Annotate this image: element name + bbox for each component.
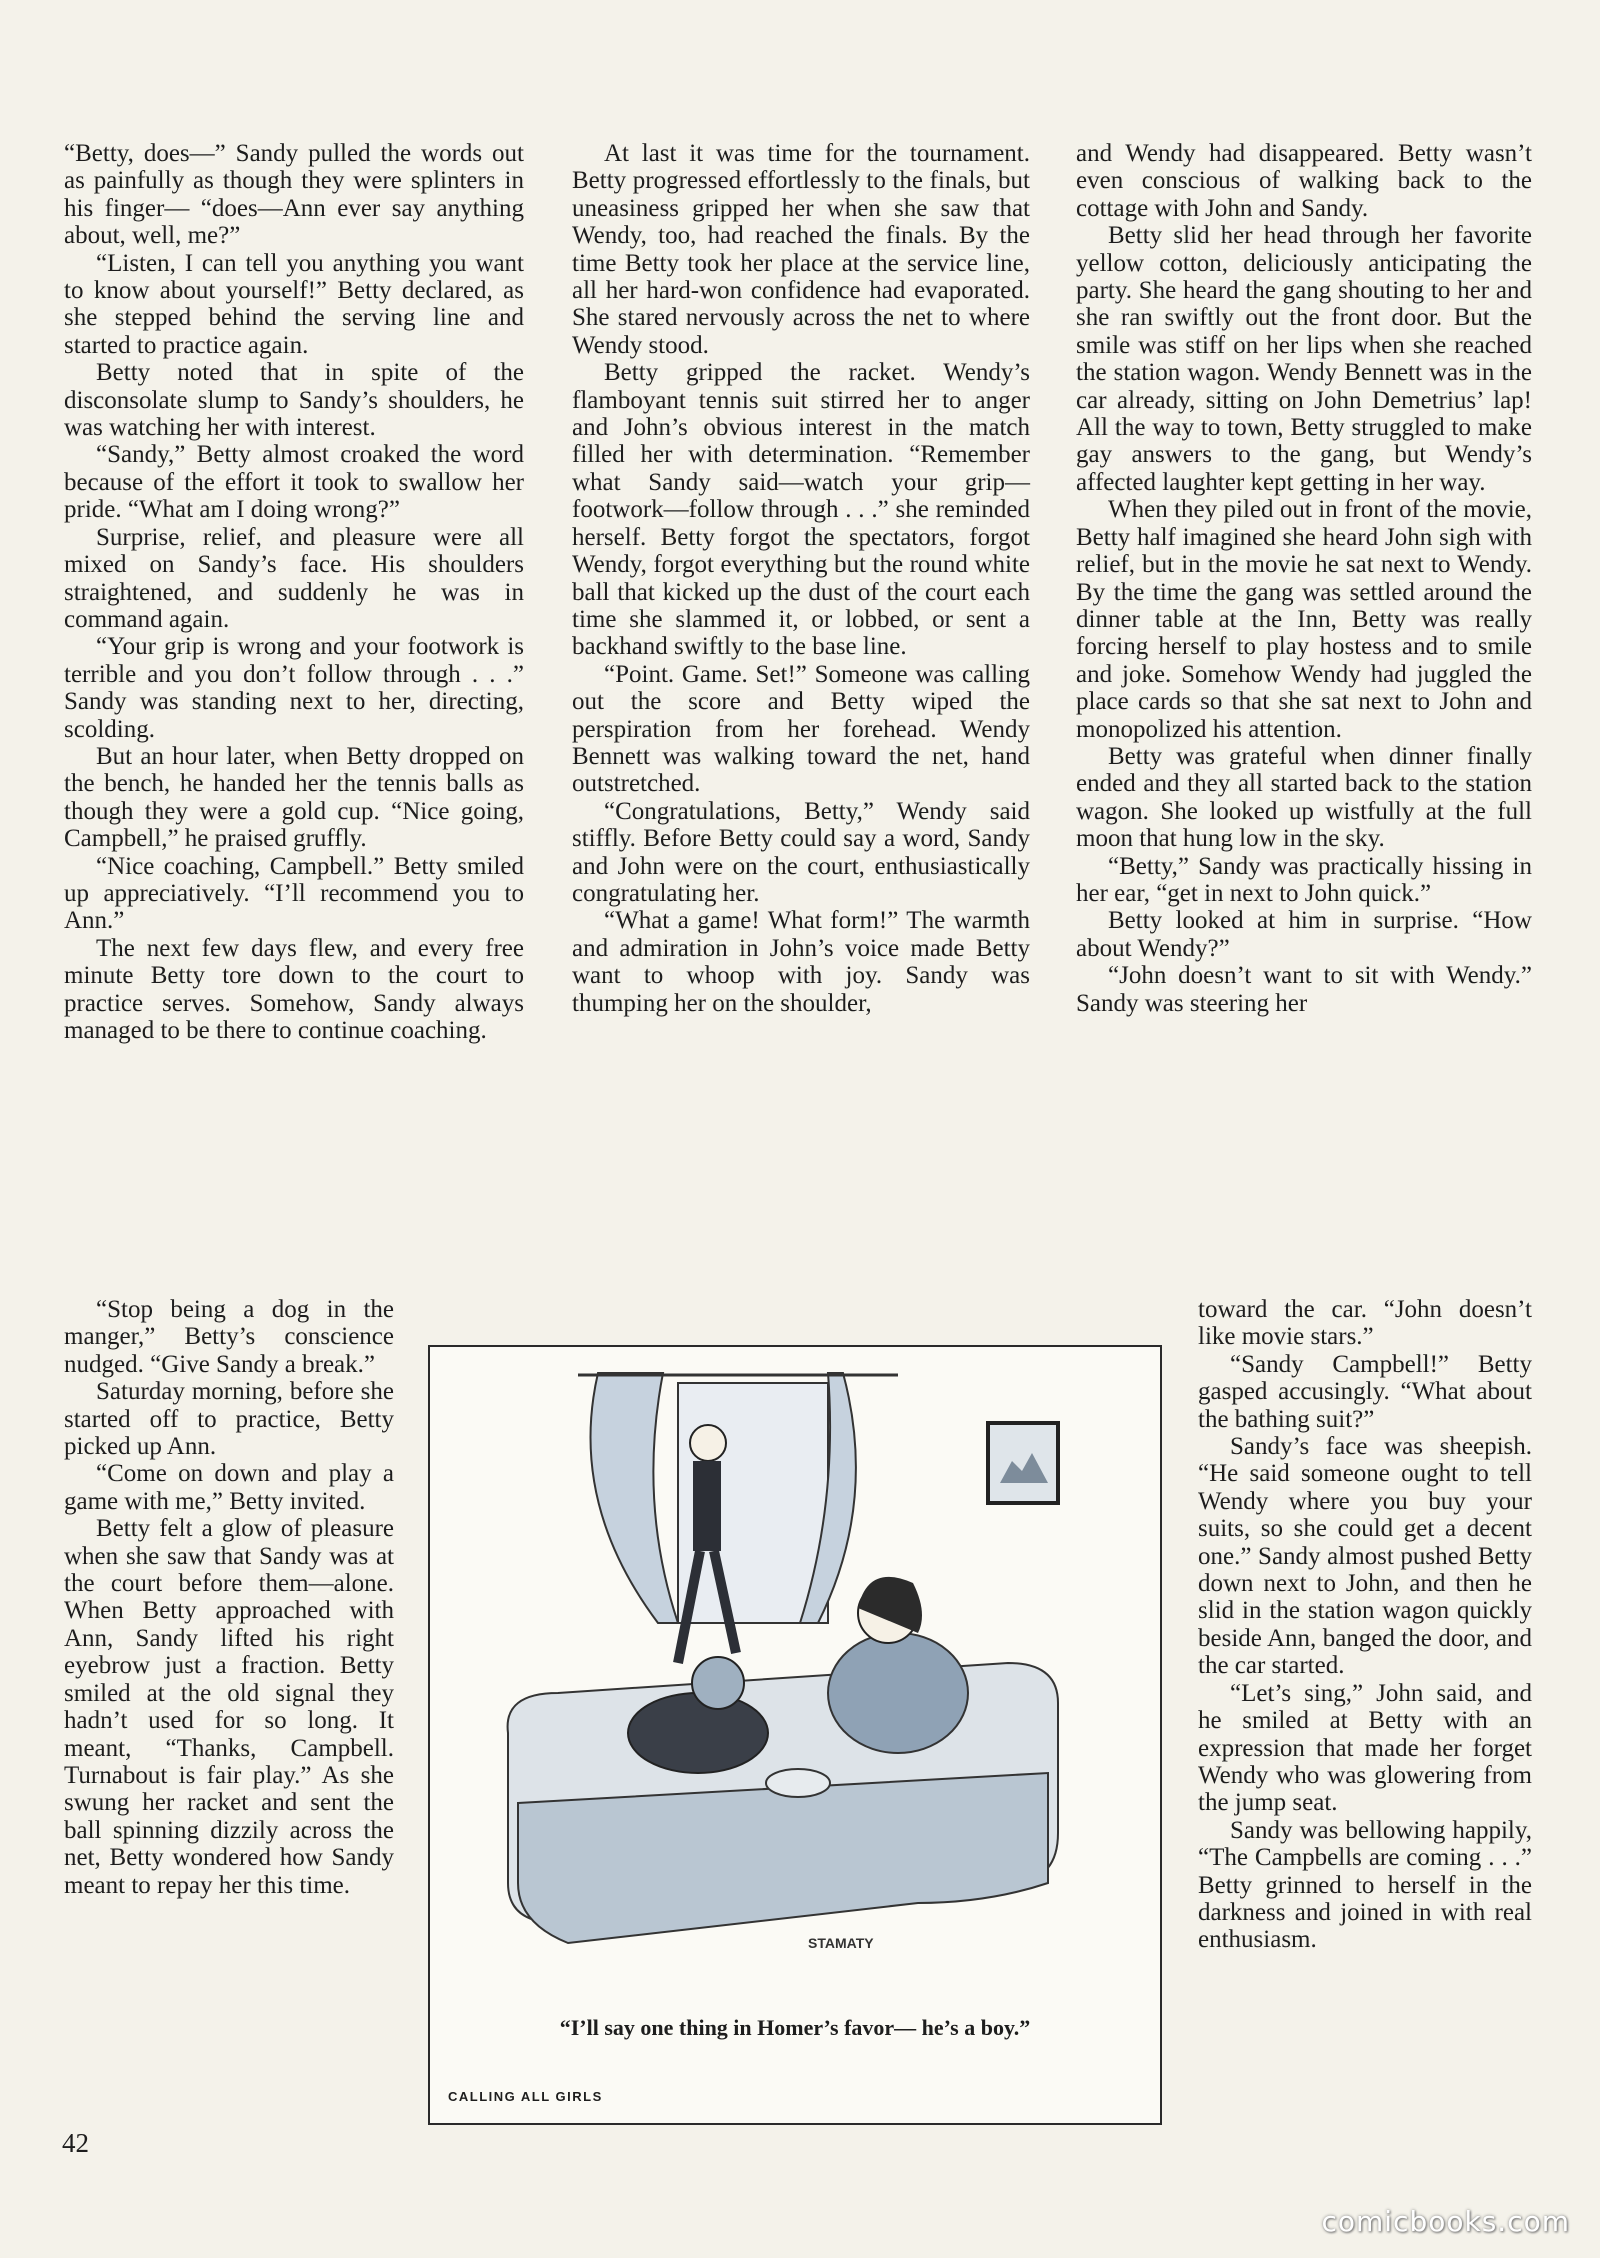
paragraph: But an hour later, when Betty dropped on the bench, he handed her the tennis balls as though they were a gold cup. “Nice going, Campbell,” he praised gruffly. (64, 742, 524, 853)
paragraph: and Wendy had disappeared. Betty wasn’t even conscious of walking back to the cottage with John and Sandy. (1076, 140, 1532, 222)
paragraph: Sandy was bellowing happily, “The Campbells are coming . . .” Betty grinned to herself in the darkness and joined in with real enthusiasm. (1198, 1816, 1532, 1954)
paragraph: “John doesn’t want to sit with Wendy.” Sandy was steering her (1076, 962, 1532, 1017)
paragraph: “Sandy Campbell!” Betty gasped accusingly. “What about the bathing suit?” (1198, 1350, 1532, 1433)
paragraph: When they piled out in front of the movie, Betty half imagined she heard John sigh with relief, but in the movie he sat next to Wendy. By the time the gang was settled around the dinner table at the Inn, Betty was really forcing herself to play hostess and to smile and joke. Somehow Wendy had juggled the place cards so that she sat next to John and monopolized his attention. (1076, 496, 1532, 743)
paragraph: “What a game! What form!” The warmth and admiration in John’s voice made Betty want to whoop with joy. Sandy was thumping her on the shoulder, (572, 907, 1030, 1017)
article-column-1-lower (64, 1296, 394, 1899)
paragraph: “Your grip is wrong and your footwork is terrible and you don’t follow through . . .” Sandy was standing next to her, directing, scolding. (64, 633, 524, 743)
paragraph: The next few days flew, and every free minute Betty tore down to the court to practice serves. Somehow, Sandy always managed to be there to continue coaching. (64, 934, 524, 1044)
article-column-1 (64, 140, 524, 1044)
paragraph: toward the car. “John doesn’t like movie stars.” (1198, 1296, 1532, 1351)
page-number: 42 (62, 2128, 89, 2158)
paragraph: Betty slid her head through her favorite yellow cotton, deliciously anticipating the party. She heard the gang shouting to her and she ran swiftly out the front door. But the smile was stiff on her lips when she reached the station wagon. Wendy Bennett was in the car already, sitting on John Demetrius’ lap! All the way to town, Betty struggled to make gay answers to the gang, but Wendy’s affected laughter kept getting in her way. (1076, 222, 1532, 496)
paragraph: “Betty, does—” Sandy pulled the words out as painfully as though they were splinters in his finger— “does—Ann ever say anything about, well, me?” (64, 140, 524, 250)
paragraph: “Stop being a dog in the manger,” Betty’s conscience nudged. “Give Sandy a break.” (64, 1296, 394, 1378)
paragraph: “Let’s sing,” John said, and he smiled at Betty with an expression that made her forget Wendy who was glowering from the jump seat. (1198, 1679, 1532, 1817)
paragraph: “Come on down and play a game with me,” Betty invited. (64, 1460, 394, 1515)
artist-signature: STAMATY (808, 1935, 874, 1951)
paragraph: At last it was time for the tournament. Betty progressed effortlessly to the finals, but uneasiness gripped her when she saw that Wendy, too, had reached the finals. By the time Betty took her place at the service line, all her hard-won confidence had evaporated. She stared nervously across the net to where Wendy stood. (572, 140, 1030, 359)
cartoon-caption: “I’ll say one thing in Homer’s favor— he’s a boy.” (559, 2015, 1031, 2040)
paragraph: “Nice coaching, Campbell.” Betty smiled up appreciatively. “I’ll recommend you to Ann.” (64, 852, 524, 935)
paragraph: “Listen, I can tell you anything you want to know about yourself!” Betty declared, as she stepped behind the serving line and started to practice again. (64, 249, 524, 359)
article-column-2 (572, 140, 1030, 1017)
watermark: comicbooks.com (1321, 2205, 1570, 2238)
paragraph: “Congratulations, Betty,” Wendy said stiffly. Before Betty could say a word, Sandy and John were on the court, enthusiastically congratulating her. (572, 797, 1030, 907)
paragraph: “Sandy,” Betty almost croaked the word because of the effort it took to swallow her pride. “What am I doing wrong?” (64, 441, 524, 524)
paragraph: Saturday morning, before she started off to practice, Betty picked up Ann. (64, 1378, 394, 1461)
paragraph: Surprise, relief, and pleasure were all mixed on Sandy’s face. His shoulders straightened, and suddenly he was in command again. (64, 523, 524, 633)
article-column-3-lower (1198, 1296, 1532, 1954)
paragraph: “Point. Game. Set!” Someone was calling out the score and Betty wiped the perspiration from her forehead. Wendy Bennett was walking toward the net, hand outstretched. (572, 660, 1030, 798)
cartoon-credit: CALLING ALL GIRLS (448, 2089, 603, 2104)
paragraph: Betty looked at him in surprise. “How about Wendy?” (1076, 907, 1532, 962)
paragraph: Sandy’s face was sheepish. “He said someone ought to tell Wendy where you buy your suits, so she could get a decent one.” Sandy almost pushed Betty down next to John, and then he slid in the station wagon quickly beside Ann, banged the door, and the car started. (1198, 1433, 1532, 1680)
paragraph: Betty gripped the racket. Wendy’s flamboyant tennis suit stirred her to anger and John’s obvious interest in the match filled her with determination. “Remember what Sandy said—watch your grip—footwork—follow through . . .” she reminded herself. Betty forgot the spectators, forgot Wendy, forgot everything but the round white ball that kicked up the dust of the court each time she slammed it, or lobbed, or sent a backhand swiftly to the base line. (572, 359, 1030, 661)
article-column-3 (1076, 140, 1532, 1017)
cartoon-panel (428, 1345, 1162, 2125)
paragraph: Betty noted that in spite of the disconsolate slump to Sandy’s shoulders, he was watching her with interest. (64, 359, 524, 442)
paragraph: “Betty,” Sandy was practically hissing in her ear, “get in next to John quick.” (1076, 852, 1532, 907)
paragraph: Betty felt a glow of pleasure when she saw that Sandy was at the court before them—alone. When Betty approached with Ann, Sandy lifted his right eyebrow just a fraction. Betty smiled at the old signal they hadn’t used for so long. It meant, “Thanks, Campbell. Turnabout is fair play.” As she swung her racket and sent the ball spinning dizzily across the net, Betty wondered how Sandy meant to repay her this time. (64, 1515, 394, 1899)
cartoon-illustration (448, 1363, 1146, 2003)
paragraph: Betty was grateful when dinner finally ended and they all started back to the station wagon. She looked up wistfully at the full moon that hung low in the sky. (1076, 742, 1532, 853)
